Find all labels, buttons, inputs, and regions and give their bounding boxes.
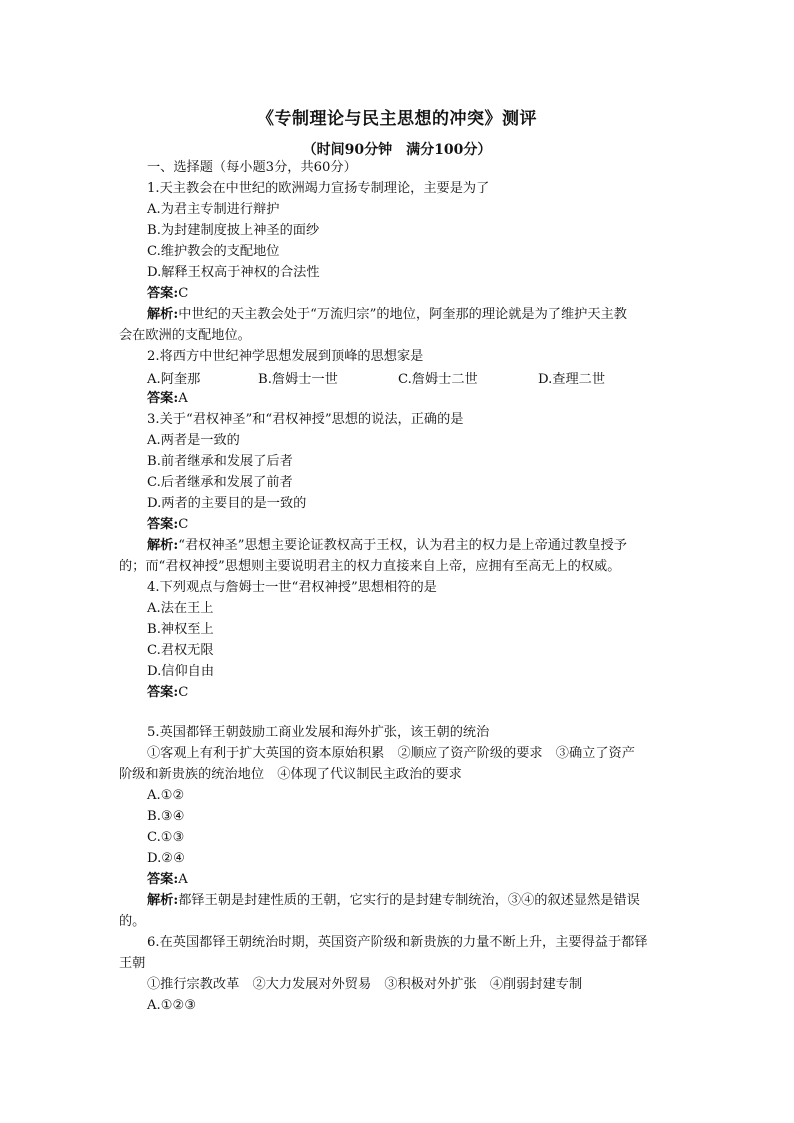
question-5-option-b: B.③④ (147, 809, 185, 824)
question-4-option-a: A.法在王上 (147, 601, 214, 616)
answer-value: A (178, 872, 188, 887)
analysis-label: 解析: (147, 307, 179, 322)
question-6-items: ①推行宗教改革 ②大力发展对外贸易 ③积极对外扩张 ④削弱封建专制 (147, 977, 583, 992)
question-1-analysis-cont: 会在欧洲的支配地位。 (119, 328, 251, 343)
question-2-answer (147, 389, 188, 410)
question-1-analysis (147, 305, 627, 326)
question-5-items-cont: 阶级和新贵族的统治地位 ④体现了代议制民主政治的要求 (119, 767, 462, 782)
question-5-stem: 5.英国都铎王朝鼓励工商业发展和海外扩张，该王朝的统治 (147, 725, 490, 740)
page-title: 《专制理论与民主思想的冲突》测评 (257, 109, 537, 129)
answer-label: 答案: (147, 286, 179, 301)
question-4-stem: 4.下列观点与詹姆士一世“君权神授”思想相符的是 (147, 580, 437, 595)
answer-label: 答案: (147, 872, 179, 887)
question-3-stem: 3.关于“君权神圣”和“君权神授”思想的说法，正确的是 (147, 412, 464, 427)
question-3-analysis (147, 536, 627, 557)
answer-label: 答案: (147, 517, 179, 532)
answer-label: 答案: (147, 685, 179, 700)
exam-meta: （时间90分钟 满分100分） (302, 142, 492, 158)
analysis-text: “君权神圣”思想主要论证教权高于王权，认为君主的权力是上帝通过教皇授予 (178, 538, 627, 553)
question-2-stem: 2.将西方中世纪神学思想发展到顶峰的思想家是 (147, 349, 424, 364)
question-5-option-c: C.①③ (147, 830, 185, 845)
question-5-items: ①客观上有利于扩大英国的资本原始积累 ②顺应了资产阶级的要求 ③确立了资产 (147, 746, 635, 761)
answer-label: 答案: (147, 391, 179, 406)
question-2-option-a: A.阿奎那 (147, 372, 201, 387)
question-3-option-d: D.两者的主要目的是一致的 (147, 496, 307, 511)
answer-value: A (178, 391, 188, 406)
question-2-option-d: D.查理二世 (538, 372, 606, 387)
question-5-analysis-cont: 的。 (119, 914, 146, 929)
question-4-option-b: B.神权至上 (147, 622, 214, 637)
question-6-stem: 6.在英国都铎王朝统治时期，英国资产阶级和新贵族的力量不断上升，主要得益于都铎 (147, 935, 648, 950)
question-3-option-c: C.后者继承和发展了前者 (147, 475, 293, 490)
question-4-option-d: D.信仰自由 (147, 664, 215, 679)
question-2-option-c: C.詹姆士二世 (398, 372, 478, 387)
question-6-stem-cont: 王朝 (119, 956, 146, 971)
question-5-option-d: D.②④ (147, 851, 185, 866)
answer-value: C (178, 286, 189, 301)
question-4-answer (147, 683, 188, 704)
question-5-analysis (147, 891, 640, 912)
question-3-option-a: A.两者是一致的 (147, 433, 240, 448)
analysis-label: 解析: (147, 538, 179, 553)
question-6-option-a: A.①②③ (147, 998, 197, 1013)
answer-value: C (178, 517, 189, 532)
question-5-answer (147, 870, 188, 891)
question-1-option-d: D.解释王权高于神权的合法性 (147, 265, 320, 280)
answer-value: C (178, 685, 189, 700)
question-2-options (147, 368, 747, 389)
question-1-option-b: B.为封建制度披上神圣的面纱 (147, 223, 320, 238)
analysis-label: 解析: (147, 893, 179, 908)
question-3-analysis-cont: 的；而“君权神授”思想则主要说明君主的权力直接来自上帝，应拥有至高无上的权威。 (119, 559, 621, 574)
question-1-option-c: C.维护教会的支配地位 (147, 244, 280, 259)
question-3-answer (147, 515, 188, 536)
section-heading: 一、选择题（每小题3分，共60分） (147, 160, 357, 175)
question-1-stem: 1.天主教会在中世纪的欧洲竭力宣扬专制理论，主要是为了 (147, 181, 490, 196)
question-2-option-b: B.詹姆士一世 (258, 372, 338, 387)
analysis-text: 中世纪的天主教会处于“万流归宗”的地位，阿奎那的理论就是为了维护天主教 (178, 307, 627, 322)
question-4-option-c: C.君权无限 (147, 643, 214, 658)
question-1-answer (147, 284, 188, 305)
analysis-text: 都铎王朝是封建性质的王朝，它实行的是封建专制统治，③④的叙述显然是错误 (178, 893, 640, 908)
question-1-option-a: A.为君主专制进行辩护 (147, 202, 280, 217)
question-5-option-a: A.①② (147, 788, 185, 803)
question-3-option-b: B.前者继承和发展了后者 (147, 454, 293, 469)
